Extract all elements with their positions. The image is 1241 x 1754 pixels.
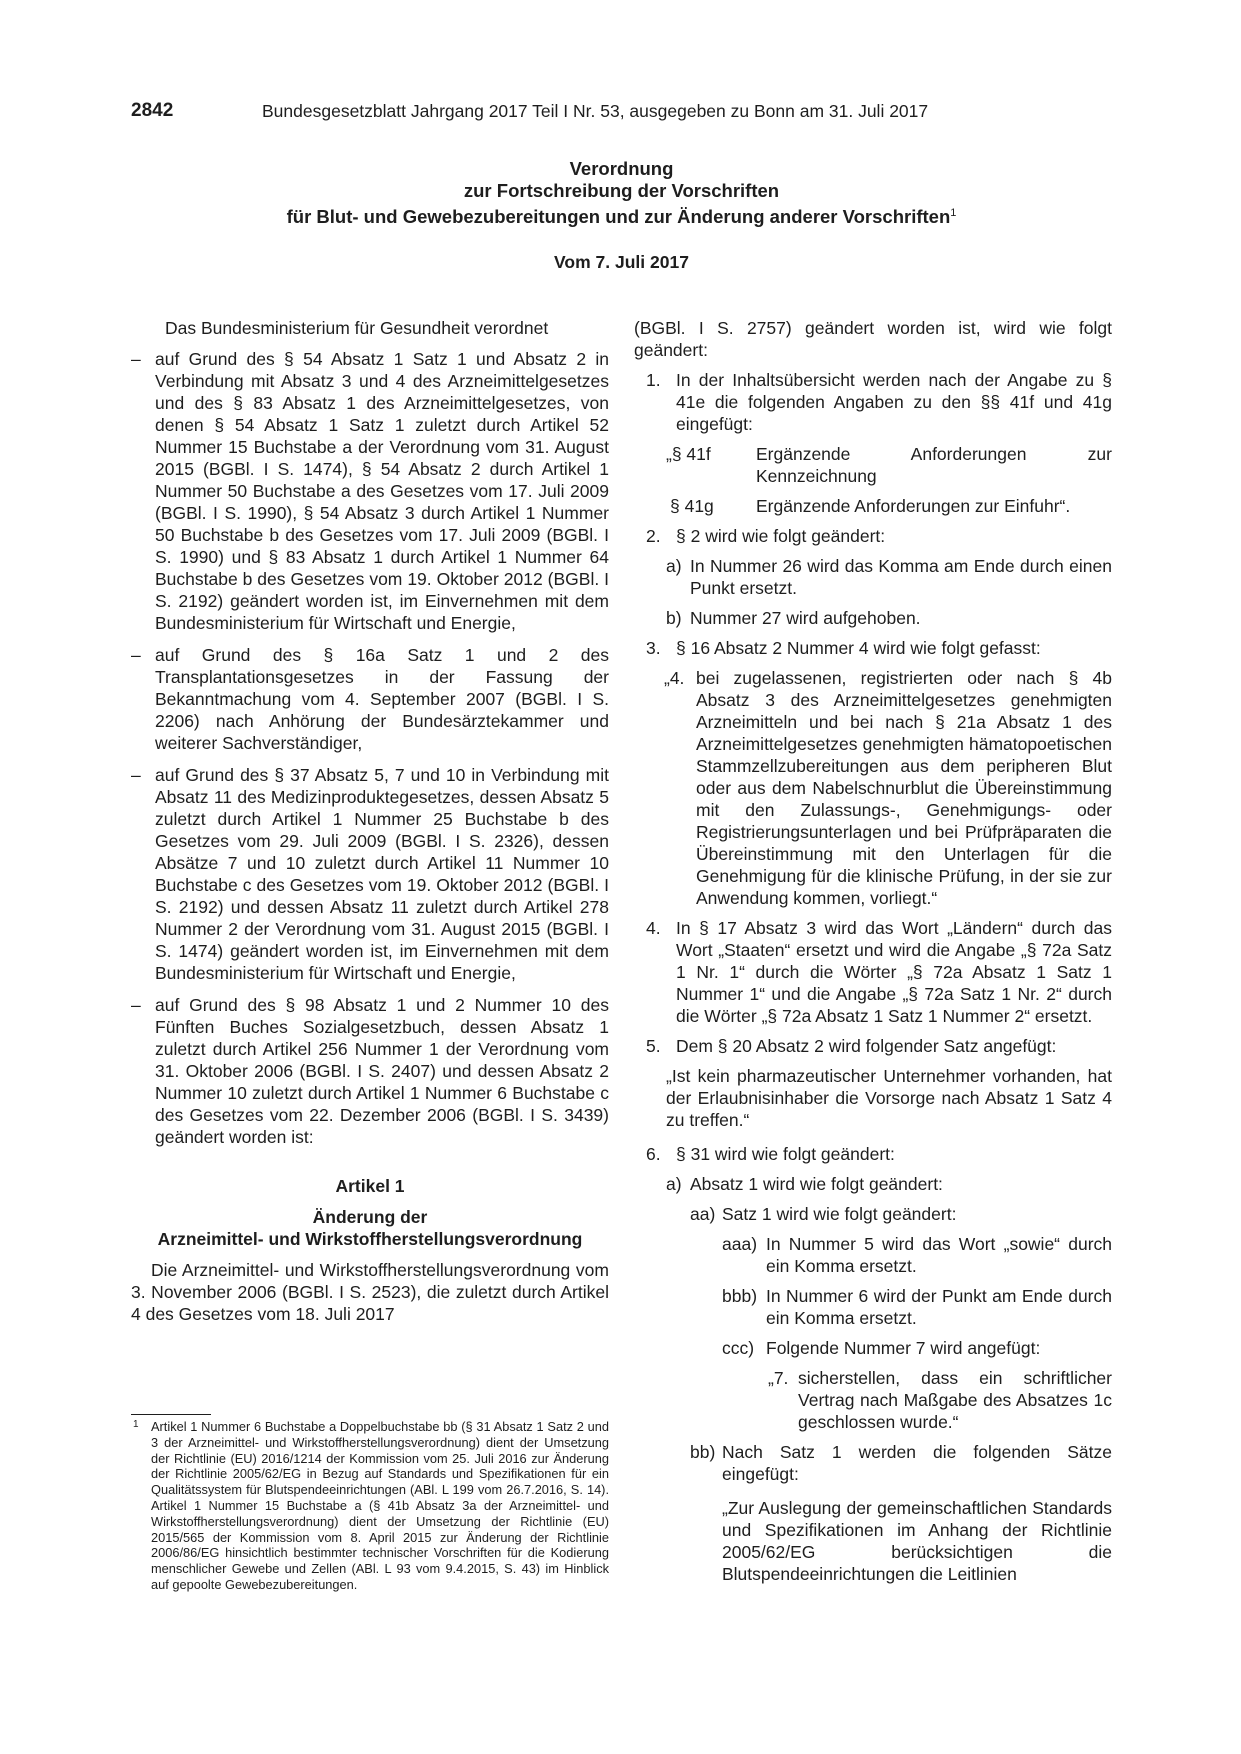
title-line-1: Verordnung [569,158,674,179]
item-text: § 16 Absatz 2 Nummer 4 wird wie folgt gefasst: [676,638,1041,658]
bullet-dash: – [131,765,141,785]
preamble-bullet [131,994,609,1148]
item-text: Dem § 20 Absatz 2 wird folgender Satz angefügt: [676,1036,1057,1056]
item-text: Ergänzende Anforderungen zur Einfuhr“. [756,496,1071,516]
item-text: Folgende Nummer 7 wird angefügt: [766,1338,1041,1358]
left-column [131,317,609,1325]
article-subheading: Änderung der [312,1207,428,1227]
item-number: 2. [646,526,661,546]
preamble-bullet [131,644,609,754]
title-line-2: zur Fortschreibung der Vorschriften [463,180,780,201]
item-number: 3. [646,638,661,658]
list-item [690,1441,1112,1485]
title-line-3-text: für Blut- und Gewebezubereitungen und zur Änderung anderer Vorschriften [286,206,951,228]
item-text: In Nummer 5 wird das Wort „sowie“ durch ein Komma ersetzt. [766,1234,1112,1276]
footnote-mark: 1 [133,1419,139,1430]
quoted-text [768,1367,1112,1433]
list-item [666,607,1112,629]
item-text: In Nummer 6 wird der Punkt am Ende durch ein Komma ersetzt. [766,1286,1112,1328]
document-title [131,158,1112,228]
footnote-rule [131,1414,211,1415]
page-number: 2842 [131,100,174,121]
item-number: aaa) [722,1234,758,1254]
item-text: bei zugelassenen, registrierten oder nach § 4b Absatz 3 des Arzneimittelgesetzes genehmigten Arzneimitteln und bei nach § 21a Absatz 1 des Arzneimittelgesetzes genehmigten hämatopoetischen Stammzellzubereitungen aus dem peripheren Blut oder aus dem Nabelschnurblut die Übereinstimmung mit den Zulassungs-, Genehmigungs- oder Registrierungsunterlagen und bei Prüfpräparaten die Übereinstimmung mit den Unterlagen für die Genehmigung für die klinische Prüfung, in der sie zur Anwendung kommen, vorliegt.“ [696,668,1112,908]
preamble-bullet [131,348,609,634]
item-text: Nummer 27 wird aufgehoben. [690,608,921,628]
list-item [646,369,1112,435]
list-item [722,1233,1112,1277]
item-text: § 31 wird wie folgt geändert: [676,1144,895,1164]
document-date: Vom 7. Juli 2017 [554,252,689,272]
quoted-text [664,667,1112,909]
item-text: Ergänzende Anforderungen zur Kennzeichnung [756,444,1112,486]
quoted-text: „Zur Auslegung der gemeinschaftlichen Standards und Spezifikationen im Anhang der Richtlinie 2005/62/EG berücksichtigen die Blutspendeeinrichtungen die Leitlinien [722,1498,1112,1584]
right-column [634,317,1112,1585]
running-head: Bundesgesetzblatt Jahrgang 2017 Teil I Nr. 53, ausgegeben zu Bonn am 31. Juli 2017 [262,101,929,121]
list-item [646,1035,1112,1057]
bullet-dash: – [131,995,141,1015]
item-number: „7. [768,1368,789,1388]
article-subheading: Arzneimittel- und Wirkstoffherstellungsverordnung [157,1229,583,1249]
item-text: In der Inhaltsübersicht werden nach der Angabe zu § 41e die folgenden Angaben zu den §§ 41f und 41g eingefügt: [676,370,1112,434]
item-number: 5. [646,1036,661,1056]
title-footnote-mark: 1 [950,207,957,219]
quoted-text: „Ist kein pharmazeutischer Unternehmer vorhanden, hat der Erlaubnisinhaber die Vorsorge nach Absatz 1 Satz 4 zu treffen.“ [666,1066,1112,1130]
list-item [722,1337,1112,1359]
item-text: In § 17 Absatz 3 wird das Wort „Ländern“ durch das Wort „Staaten“ ersetzt und wird die Angabe „§ 72a Satz 1 Nr. 1“ durch die Wörter „§ 72a Absatz 1 Satz 1 Nummer 1“ und die Angabe „§ 72a Satz 1 Nr. 2“ durch die Wörter „§ 72a Absatz 1 Satz 1 Nummer 2“ ersetzt. [676,918,1112,1026]
item-number: a) [666,1174,682,1194]
footnote-text: Artikel 1 Nummer 6 Buchstabe a Doppelbuchstabe bb (§ 31 Absatz 1 Satz 2 und 3 der Arzneimittel- und Wirkstoffherstellungsverordnung) dient der Umsetzung der Richtlinie (EU) 2016/1214 der Kommission vom 25. Juli 2016 zur Änderung der Richtlinie 2005/62/EG in Bezug auf Standards und Spezifikationen für ein Qualitätssystem für Blutspendeeinrichtungen (ABl. L 199 vom 26.7.2016, S. 14). Artikel 1 Nummer 15 Buchstabe a (§ 41b Absatz 3a der Arzneimittel- und Wirkstoffherstellungsverordnung) dient der Umsetzung der Richtlinie (EU) 2015/565 der Kommission vom 8. April 2015 zur Änderung der Richtlinie 2006/86/EG hinsichtlich bestimmter technischer Vorschriften für die Kodierung menschlicher Gewebe und Zellen (ABl. L 93 vom 9.4.2015, S. 43) im Hinblick auf gepoolte Gewebezubereitungen. [151,1419,609,1592]
item-number: a) [666,556,682,576]
bullet-text: auf Grund des § 54 Absatz 1 Satz 1 und Absatz 2 in Verbindung mit Absatz 3 und 4 des Arzneimittelgesetzes und des § 83 Absatz 1 des Arzneimittelgesetzes, von denen § 54 Absatz 1 Satz 1 zuletzt durch Artikel 52 Nummer 15 Buchstabe a der Verordnung vom 31. August 2015 (BGBl. I S. 1474), § 54 Absatz 2 durch Artikel 1 Nummer 50 Buchstabe a des Gesetzes vom 17. Juli 2009 (BGBl. I S. 1990), § 54 Absatz 3 durch Artikel 1 Nummer 50 Buchstabe b des Gesetzes vom 17. Juli 2009 (BGBl. I S. 1990) und § 83 Absatz 1 durch Artikel 1 Nummer 64 Buchstabe b des Gesetzes vom 19. Oktober 2012 (BGBl. I S. 2192) geändert worden ist, im Einvernehmen mit dem Bundesministerium für Wirtschaft und Energie, [155,349,609,633]
list-item [646,1143,1112,1165]
item-number: § 41g [670,496,714,516]
item-number: b) [666,608,682,628]
list-item [666,495,1112,517]
item-text: Absatz 1 wird wie folgt geändert: [690,1174,943,1194]
item-number: „§ 41f [666,444,711,464]
item-number: bbb) [722,1286,758,1306]
item-text: In Nummer 26 wird das Komma am Ende durch einen Punkt ersetzt. [690,556,1112,598]
bullet-text: auf Grund des § 98 Absatz 1 und 2 Nummer 10 des Fünften Buches Sozialgesetzbuch, dessen Absatz 1 zuletzt durch Artikel 256 Nummer 1 der Verordnung vom 31. Oktober 2006 (BGBl. I S. 2407) und dessen Absatz 2 Nummer 10 zuletzt durch Artikel 1 Nummer 6 Buchstabe c des Gesetzes vom 22. Dezember 2006 (BGBl. I S. 3439) geändert worden ist: [155,995,609,1147]
bullet-text: auf Grund des § 37 Absatz 5, 7 und 10 in Verbindung mit Absatz 11 des Medizinproduktegesetzes, dessen Absatz 5 zuletzt durch Artikel 1 Nummer 25 Buchstabe b des Gesetzes vom 29. Juli 2009 (BGBl. I S. 2326), dessen Absätze 7 und 10 zuletzt durch Artikel 11 Nummer 10 Buchstabe c des Gesetzes vom 19. Oktober 2012 (BGBl. I S. 2192) und dessen Absatz 11 zuletzt durch Artikel 278 Nummer 2 der Verordnung vom 31. August 2015 (BGBl. I S. 1474) geändert worden ist, im Einvernehmen mit dem Bundesministerium für Wirtschaft und Energie, [155,765,609,983]
list-item [690,1203,1112,1225]
item-text: Nach Satz 1 werden die folgenden Sätze eingefügt: [722,1442,1112,1484]
item-number: „4. [664,668,685,688]
item-number: 4. [646,918,661,938]
continuation-text: (BGBl. I S. 2757) geändert worden ist, wird wie folgt geändert: [634,318,1112,360]
item-number: 6. [646,1144,661,1164]
title-line-3 [131,202,1112,228]
article-heading: Artikel 1 [335,1176,405,1196]
preamble-bullet [131,764,609,984]
list-item [646,917,1112,1027]
list-item [666,555,1112,599]
item-number: 1. [646,370,661,390]
list-item [646,525,1112,547]
list-item [666,443,1112,487]
bullet-dash: – [131,645,141,665]
item-text: Satz 1 wird wie folgt geändert: [722,1204,957,1224]
bullet-text: auf Grund des § 16a Satz 1 und 2 des Transplantationsgesetzes in der Fassung der Bekanntmachung vom 4. September 2007 (BGBl. I S. 2206) nach Anhörung der Bundesärztekammer und weiterer Sachverständiger, [155,645,609,753]
item-text: sicherstellen, dass ein schriftlicher Vertrag nach Maßgabe des Absatzes 1c geschlossen wurde.“ [798,1368,1112,1432]
preamble-intro: Das Bundesministerium für Gesundheit verordnet [165,318,549,338]
list-item [646,637,1112,659]
bullet-dash: – [131,349,141,369]
list-item [722,1285,1112,1329]
item-text: § 2 wird wie folgt geändert: [676,526,886,546]
footnote [131,1419,609,1593]
item-number: bb) [690,1442,716,1462]
item-number: ccc) [722,1338,755,1358]
item-number: aa) [690,1204,716,1224]
list-item [666,1173,1112,1195]
article-intro: Die Arzneimittel- und Wirkstoffherstellungsverordnung vom 3. November 2006 (BGBl. I S. 2523), die zuletzt durch Artikel 4 des Gesetzes vom 18. Juli 2017 [131,1260,609,1324]
